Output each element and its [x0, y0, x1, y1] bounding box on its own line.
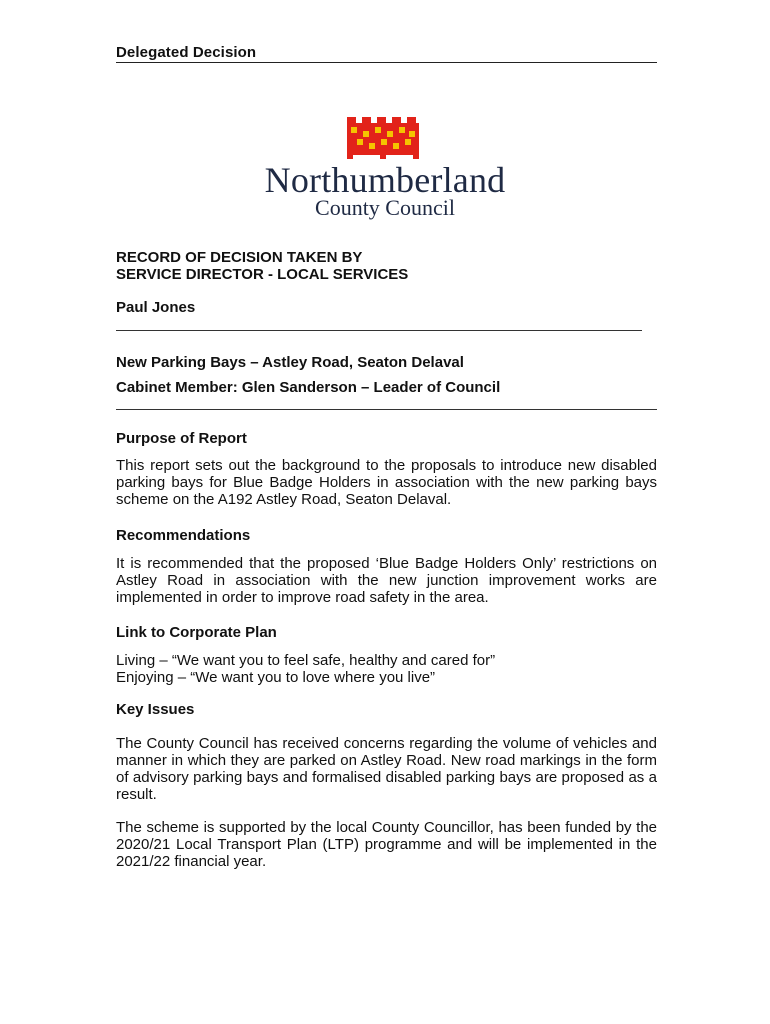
- subject-underline: [116, 409, 657, 410]
- record-heading-line-2: SERVICE DIRECTOR - LOCAL SERVICES: [116, 266, 409, 283]
- council-name-logotype: Northumberland: [264, 160, 506, 200]
- crest-battlements: [347, 117, 419, 159]
- council-crest-logo: [347, 117, 419, 159]
- cabinet-member-line: Cabinet Member: Glen Sanderson – Leader of Council: [116, 379, 501, 396]
- key-issues-paragraph-1: The County Council has received concerns regarding the volume of vehicles and manner in which they are parked on Astley Road. New road markings in the form of advisory parking bays and formalised disabled parking bays are proposed as a result.: [116, 735, 657, 803]
- recommendations-paragraph: It is recommended that the proposed ‘Blue Badge Holders Only’ restrictions on Astley Road in association with the new junction improvement works are implemented in order to improve road safety in the area.: [116, 555, 657, 606]
- document-type-label: Delegated Decision: [116, 44, 257, 61]
- decision-subject-title: New Parking Bays – Astley Road, Seaton Delaval: [116, 354, 464, 371]
- section-heading-key-issues: Key Issues: [116, 701, 195, 718]
- header-rule: [116, 62, 657, 63]
- decision-officer-name: Paul Jones: [116, 299, 196, 316]
- purpose-paragraph: This report sets out the background to the proposals to introduce new disabled parking bays for Blue Badge Holders in association with the new parking bays scheme on the A192 Astley Road, Seaton Delaval.: [116, 457, 657, 508]
- corporate-plan-enjoying: Enjoying – “We want you to love where you live”: [116, 669, 436, 686]
- section-heading-recommendations: Recommendations: [116, 527, 251, 544]
- council-subtitle-logotype: County Council: [315, 195, 455, 220]
- officer-underline: [116, 330, 642, 331]
- record-heading-line-1: RECORD OF DECISION TAKEN BY: [116, 249, 363, 266]
- corporate-plan-living: Living – “We want you to feel safe, healthy and cared for”: [116, 652, 496, 669]
- section-heading-corporate-plan: Link to Corporate Plan: [116, 624, 277, 641]
- section-heading-purpose: Purpose of Report: [116, 430, 247, 447]
- key-issues-paragraph-2: The scheme is supported by the local County Councillor, has been funded by the 2020/21 Local Transport Plan (LTP) programme and will be implemented in the 2021/22 financial year.: [116, 819, 657, 870]
